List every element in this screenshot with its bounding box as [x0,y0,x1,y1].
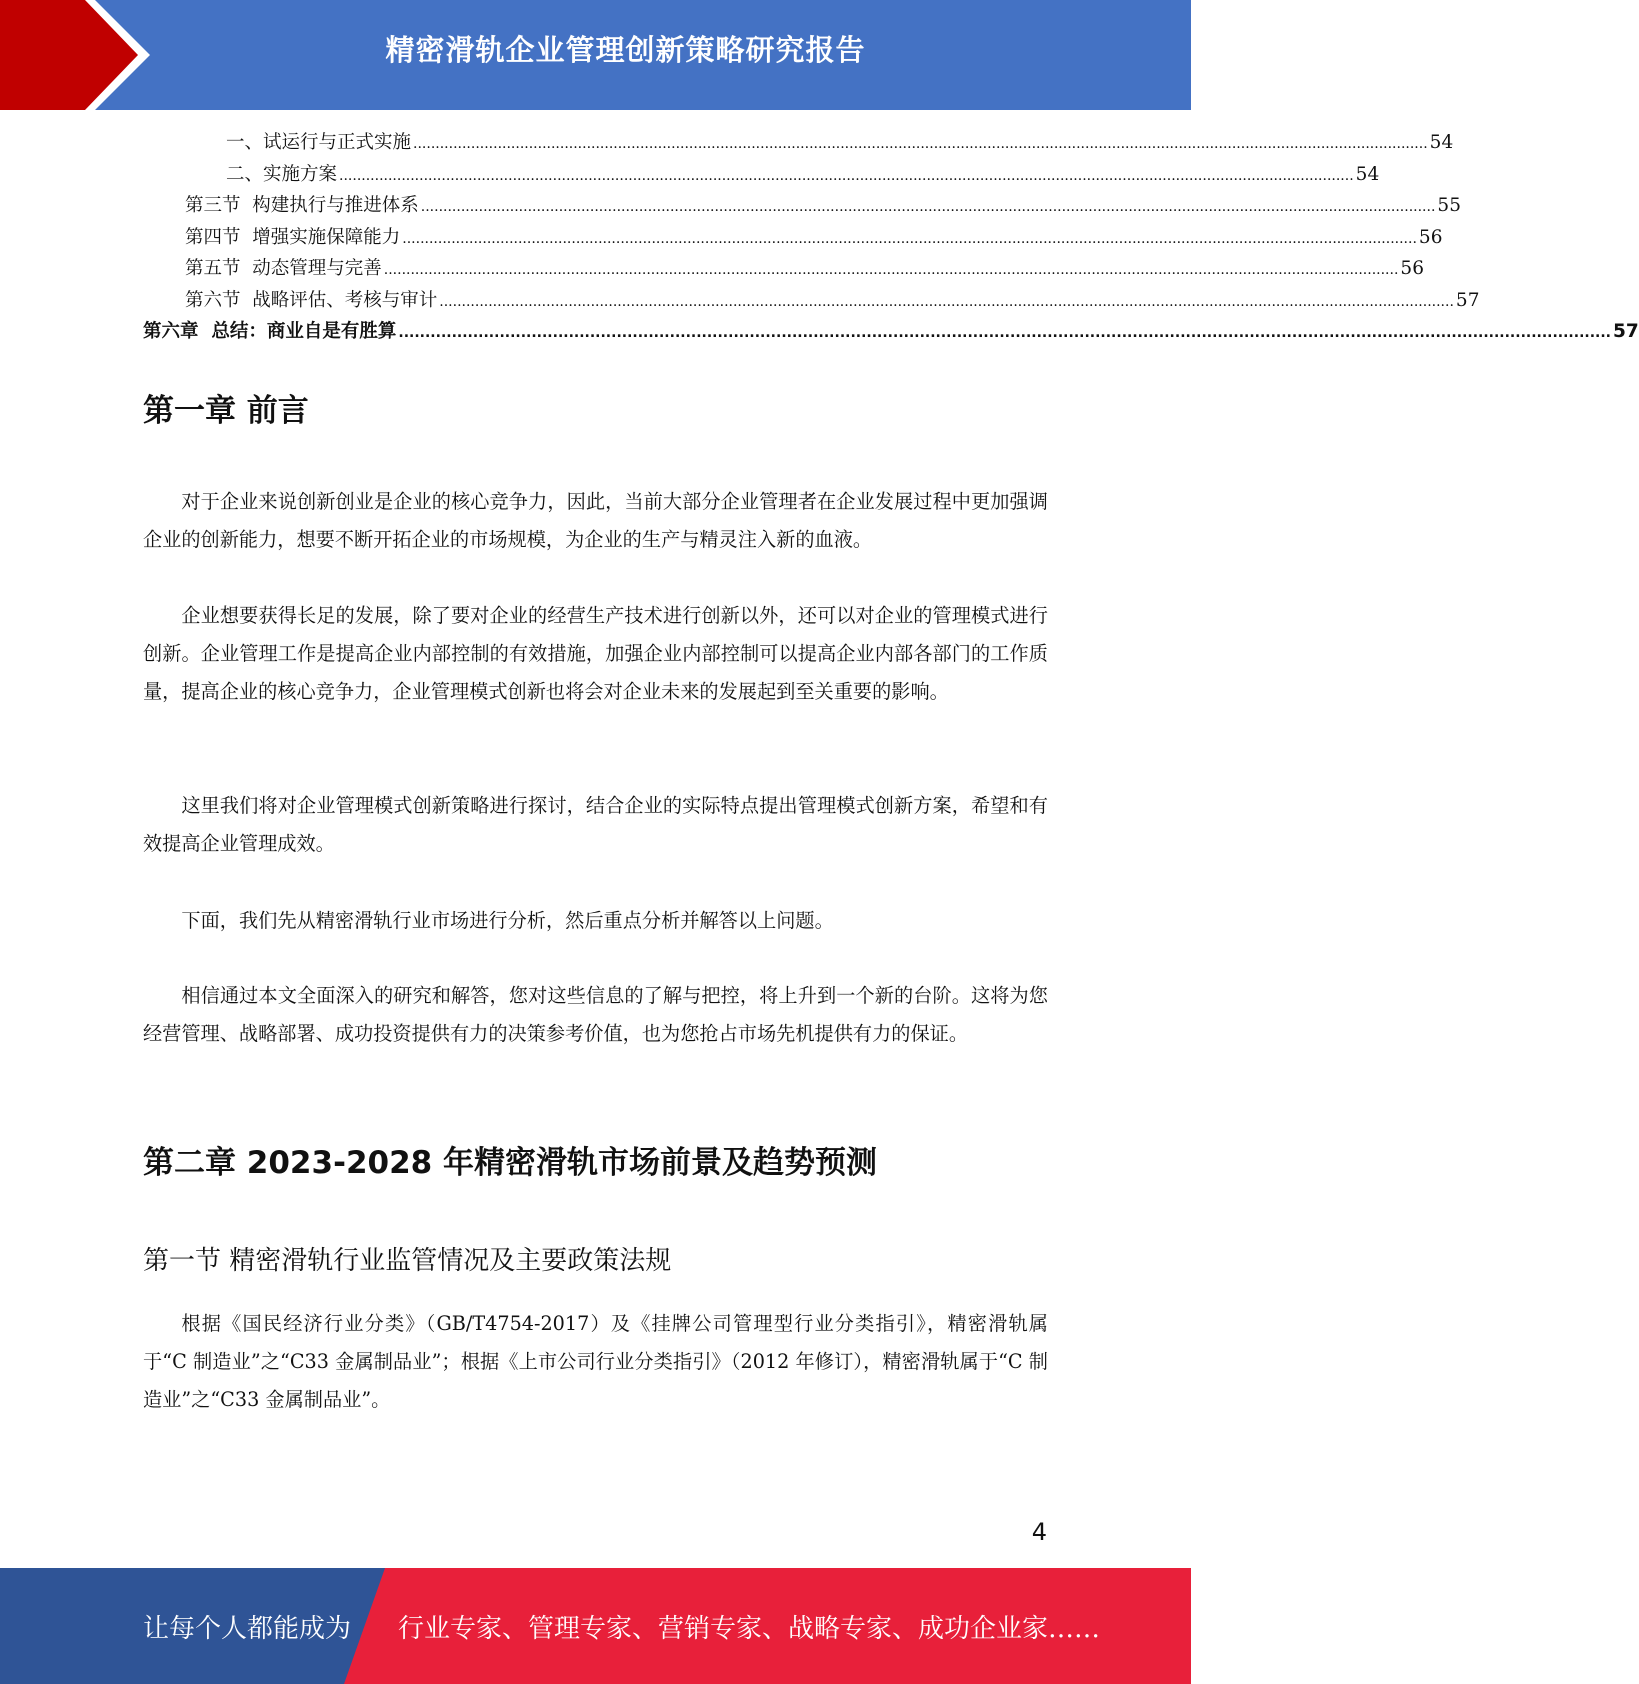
toc-entry[interactable] [143,128,1454,160]
toc-leader-dots: .................................................................................................................................................................................................................................... [439,293,1454,310]
toc-entry-label: 一、试运行与正式实施 [226,132,412,153]
body-paragraph: 根据《国民经济行业分类》（GB/T4754-2017）及《挂牌公司管理型行业分类指引》，精密滑轨属于“C 制造业”之“C33 金属制品业”；根据《上市公司行业分类指引》（2012 年修订），精密滑轨属于“C 制造业”之“C33 金属制品业”。 [143,1312,1048,1411]
toc-entry-page: 57 [1612,321,1639,342]
body-paragraph: 企业想要获得长足的发展，除了要对企业的经营生产技术进行创新以外，还可以对企业的管理模式进行创新。企业管理工作是提高企业内部控制的有效措施，加强企业内部控制可以提高企业内部各部门的工作质量，提高企业的核心竞争力，企业管理模式创新也将会对企业未来的发展起到至关重要的影响。 [143,604,1048,703]
toc-entry-label: 第六节 战略评估、考核与审计 [185,289,438,311]
toc-entry[interactable] [143,223,1443,255]
toc-entry-page: 54 [1355,163,1380,185]
toc-entry[interactable] [143,191,1461,223]
toc-entry-page: 55 [1437,195,1461,216]
toc-leader-dots: .................................................................................................................................................................................................................................... [383,262,1399,278]
toc-entry-label: 二、实施方案 [226,163,338,185]
report-title: 精密滑轨企业管理创新策略研究报告 [385,33,866,67]
toc-entry-label: 第三节 构建执行与推进体系 [185,195,419,216]
toc-leader-dots: .................................................................................................................................................................................................................................... [413,136,1428,152]
body-paragraph: 对于企业来说创新创业是企业的核心竞争力，因此，当前大部分企业管理者在企业发展过程中更加强调企业的创新能力，想要不断开拓企业的市场规模，为企业的生产与精灵注入新的血液。 [143,490,1048,551]
body-paragraph: 下面，我们先从精密滑轨行业市场进行分析，然后重点分析并解答以上问题。 [181,909,834,932]
toc-entry-page: 57 [1455,289,1480,311]
toc-entry-page: 54 [1429,132,1454,153]
toc-entry[interactable] [143,254,1424,286]
toc-entry[interactable] [143,160,1380,192]
table-of-contents [143,128,1639,349]
chapter-heading: 第二章 2023-2028 年精密滑轨市场前景及趋势预测 [143,1145,878,1181]
toc-leader-dots: .................................................................................................................................................................................................................................... [339,167,1354,184]
toc-entry-page: 56 [1418,226,1443,248]
toc-entry-label: 第五节 动态管理与完善 [185,258,382,279]
toc-entry-label: 第四节 增强实施保障能力 [185,226,401,248]
page-number: 4 [1031,1518,1047,1546]
body-paragraph: 这里我们将对企业管理模式创新策略进行探讨，结合企业的实际特点提出管理模式创新方案，希望和有效提高企业管理成效。 [143,794,1048,855]
toc-entry-page: 56 [1400,258,1424,279]
chapter-heading: 第一章 前言 [143,393,309,429]
toc-leader-dots: .................................................................................................................................................................................................................................... [402,230,1417,247]
page-footer [0,1568,1191,1684]
toc-leader-dots: .................................................................................................................................................................................................................................... [398,325,1611,341]
page-header [0,0,1191,110]
section-heading: 第一节 精密滑轨行业监管情况及主要政策法规 [143,1246,672,1276]
footer-slogan-right: 行业专家、管理专家、营销专家、战略专家、成功企业家…… [398,1614,1101,1644]
toc-entry-chapter[interactable] [143,317,1639,349]
toc-entry-label: 第六章 总结：商业自是有胜算 [143,321,397,342]
footer-slogan-left: 让每个人都能成为 [143,1614,352,1644]
body-paragraph: 相信通过本文全面深入的研究和解答，您对这些信息的了解与把控，将上升到一个新的台阶。这将为您经营管理、战略部署、成功投资提供有力的决策参考价值，也为您抢占市场先机提供有力的保证。 [143,984,1048,1045]
toc-leader-dots: .................................................................................................................................................................................................................................... [420,199,1436,215]
toc-entry[interactable] [143,286,1480,318]
